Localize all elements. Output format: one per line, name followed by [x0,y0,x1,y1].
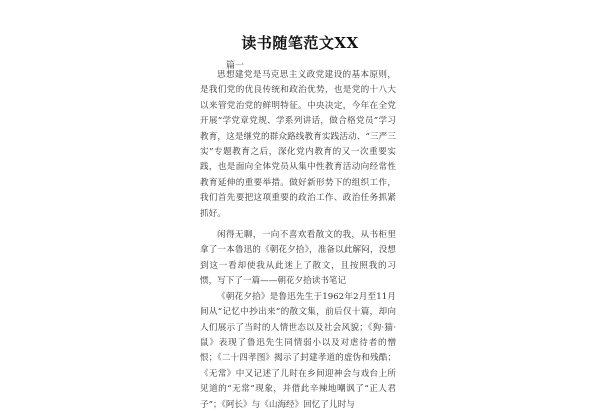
paragraph: 闲得无聊，一向不喜欢看散文的我，从书柜里拿了一本鲁迅的《朝花夕拾》，准备以此解闷，没想到这一看却使我从此迷上了散文，且按照我的习惯，写下了一篇——朝花夕拾读书笔记 [200,230,396,287]
paragraph: 《朝花夕拾》是鲁迅先生于1962年2月至11月间从“记忆中抄出来”的散文集，前后仅十篇，却向人们展示了当时的人情世态以及社会风貌；《狗·猫·鼠》表现了鲁迅先生同情弱小以及对虐待者的憎恨；《二十四孝图》揭示了封建孝道的虚伪和残酷；《无常》中又记述了儿时在乡间迎神会与戏台上所见道的“无常”现象，并借此辛辣地嘲讽了“正人君子”；《阿长》与《山海经》回忆了儿时与 [200,291,396,410]
paragraph: 思想建党是马克思主义政党建设的基本原则，是我们党的优良传统和政治优势，也是党的十八大以来管党治党的鲜明特征。中央决定，今年在全党开展“学党章党规、学系列讲话，做合格党员”学习教育，这是继党的群众路线教育实践活动、“三严三实”专题教育之后，深化党内教育的又一次重要实践，也是面向全体党员从集中性教育活动向经常性教育延伸的重要举措。做好新形势下的组织工作，我们首先要把这项重要的政治工作、政治任务抓紧抓好。 [200,70,396,219]
document-title: 读书随笔范文XX [241,34,359,52]
section-label: 篇一 [226,61,245,71]
document-body [200,68,396,413]
